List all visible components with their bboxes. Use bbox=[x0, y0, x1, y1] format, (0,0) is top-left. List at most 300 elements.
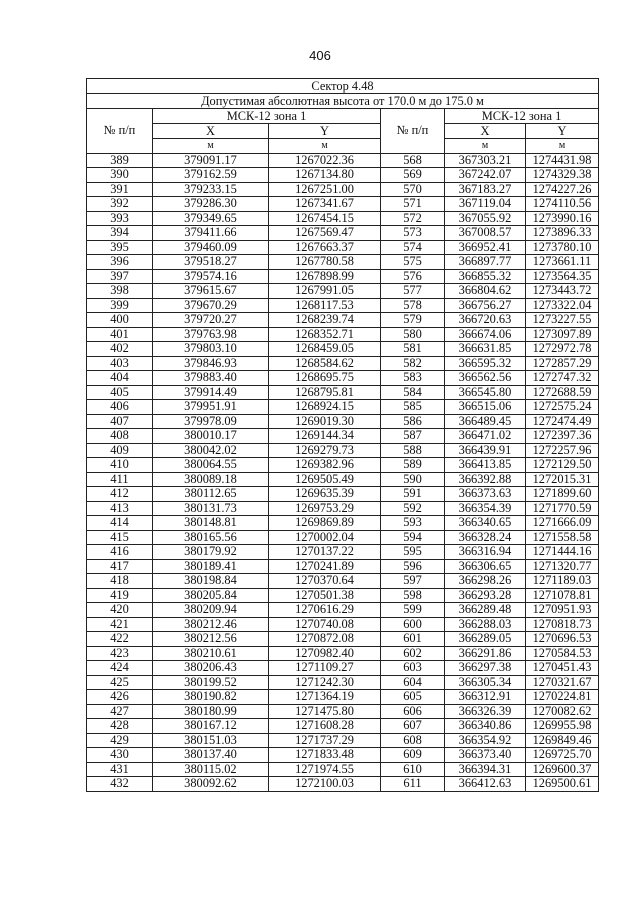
point-number: 412 bbox=[87, 487, 153, 502]
x-coordinate: 379518.27 bbox=[153, 255, 269, 270]
point-number: 389 bbox=[87, 153, 153, 168]
x-coordinate: 379763.98 bbox=[153, 327, 269, 342]
y-coordinate: 1271833.48 bbox=[269, 748, 381, 763]
point-number: 393 bbox=[87, 211, 153, 226]
x-coordinate: 367303.21 bbox=[445, 153, 526, 168]
x-coordinate: 380190.82 bbox=[153, 690, 269, 705]
num-header-left: № п/п bbox=[87, 109, 153, 154]
x-coordinate: 366394.31 bbox=[445, 762, 526, 777]
point-number: 417 bbox=[87, 559, 153, 574]
y-coordinate: 1270584.53 bbox=[526, 646, 599, 661]
x-coordinate: 366489.45 bbox=[445, 414, 526, 429]
y-coordinate: 1268352.71 bbox=[269, 327, 381, 342]
table-row bbox=[87, 588, 599, 603]
y-coordinate: 1270082.62 bbox=[526, 704, 599, 719]
point-number: 421 bbox=[87, 617, 153, 632]
point-number: 593 bbox=[381, 516, 445, 531]
table-row bbox=[87, 269, 599, 284]
point-number: 403 bbox=[87, 356, 153, 371]
x-coordinate: 380137.40 bbox=[153, 748, 269, 763]
table-row bbox=[87, 429, 599, 444]
table-row bbox=[87, 153, 599, 168]
point-number: 396 bbox=[87, 255, 153, 270]
y-coordinate: 1271770.59 bbox=[526, 501, 599, 516]
point-number: 411 bbox=[87, 472, 153, 487]
y-coordinate: 1268695.75 bbox=[269, 371, 381, 386]
point-number: 425 bbox=[87, 675, 153, 690]
y-coordinate: 1269382.96 bbox=[269, 458, 381, 473]
y-coordinate: 1268924.15 bbox=[269, 400, 381, 415]
x-coordinate: 380179.92 bbox=[153, 545, 269, 560]
x-coordinate: 366316.94 bbox=[445, 545, 526, 560]
y-coordinate: 1269600.37 bbox=[526, 762, 599, 777]
x-coordinate: 379951.91 bbox=[153, 400, 269, 415]
point-number: 604 bbox=[381, 675, 445, 690]
x-coordinate: 380010.17 bbox=[153, 429, 269, 444]
y-coordinate: 1270616.29 bbox=[269, 603, 381, 618]
point-number: 610 bbox=[381, 762, 445, 777]
x-coordinate: 366326.39 bbox=[445, 704, 526, 719]
table-row bbox=[87, 342, 599, 357]
point-number: 402 bbox=[87, 342, 153, 357]
y-coordinate: 1267454.15 bbox=[269, 211, 381, 226]
point-number: 580 bbox=[381, 327, 445, 342]
point-number: 422 bbox=[87, 632, 153, 647]
point-number: 401 bbox=[87, 327, 153, 342]
y-coordinate: 1270740.08 bbox=[269, 617, 381, 632]
point-number: 574 bbox=[381, 240, 445, 255]
x-coordinate: 366413.85 bbox=[445, 458, 526, 473]
y-coordinate: 1267134.80 bbox=[269, 168, 381, 183]
point-number: 590 bbox=[381, 472, 445, 487]
point-number: 600 bbox=[381, 617, 445, 632]
x-coordinate: 366291.86 bbox=[445, 646, 526, 661]
point-number: 429 bbox=[87, 733, 153, 748]
y-coordinate: 1272015.31 bbox=[526, 472, 599, 487]
point-number: 572 bbox=[381, 211, 445, 226]
point-number: 585 bbox=[381, 400, 445, 415]
y-coordinate: 1269849.46 bbox=[526, 733, 599, 748]
x-coordinate: 366312.91 bbox=[445, 690, 526, 705]
point-number: 430 bbox=[87, 748, 153, 763]
table-row bbox=[87, 197, 599, 212]
point-number: 406 bbox=[87, 400, 153, 415]
y-coordinate: 1273097.89 bbox=[526, 327, 599, 342]
y-coordinate: 1269500.61 bbox=[526, 777, 599, 792]
x-coordinate: 379286.30 bbox=[153, 197, 269, 212]
x-coordinate: 366293.28 bbox=[445, 588, 526, 603]
y-coordinate: 1269144.34 bbox=[269, 429, 381, 444]
y-coordinate: 1273780.10 bbox=[526, 240, 599, 255]
point-number: 409 bbox=[87, 443, 153, 458]
point-number: 586 bbox=[381, 414, 445, 429]
point-number: 583 bbox=[381, 371, 445, 386]
zone-header-left: МСК-12 зона 1 bbox=[153, 109, 381, 124]
x-coordinate: 366595.32 bbox=[445, 356, 526, 371]
point-number: 413 bbox=[87, 501, 153, 516]
table-row bbox=[87, 327, 599, 342]
y-coordinate: 1267780.58 bbox=[269, 255, 381, 270]
y-coordinate: 1268584.62 bbox=[269, 356, 381, 371]
y-coordinate: 1273322.04 bbox=[526, 298, 599, 313]
unit-y-right: м bbox=[526, 139, 599, 154]
y-coordinate: 1271558.58 bbox=[526, 530, 599, 545]
point-number: 601 bbox=[381, 632, 445, 647]
y-coordinate: 1273443.72 bbox=[526, 284, 599, 299]
table-row bbox=[87, 675, 599, 690]
table-row bbox=[87, 661, 599, 676]
table-row bbox=[87, 284, 599, 299]
point-number: 603 bbox=[381, 661, 445, 676]
x-coordinate: 366340.86 bbox=[445, 719, 526, 734]
y-coordinate: 1271444.16 bbox=[526, 545, 599, 560]
y-coordinate: 1270951.93 bbox=[526, 603, 599, 618]
point-number: 579 bbox=[381, 313, 445, 328]
point-number: 608 bbox=[381, 733, 445, 748]
x-coordinate: 366305.34 bbox=[445, 675, 526, 690]
table-row bbox=[87, 719, 599, 734]
x-coordinate: 366289.48 bbox=[445, 603, 526, 618]
y-coordinate: 1273896.33 bbox=[526, 226, 599, 241]
point-number: 581 bbox=[381, 342, 445, 357]
y-coordinate: 1267898.99 bbox=[269, 269, 381, 284]
table-row bbox=[87, 516, 599, 531]
y-coordinate: 1271320.77 bbox=[526, 559, 599, 574]
point-number: 431 bbox=[87, 762, 153, 777]
x-coordinate: 380092.62 bbox=[153, 777, 269, 792]
point-number: 576 bbox=[381, 269, 445, 284]
point-number: 573 bbox=[381, 226, 445, 241]
point-number: 570 bbox=[381, 182, 445, 197]
x-coordinate: 366897.77 bbox=[445, 255, 526, 270]
x-coordinate: 366354.92 bbox=[445, 733, 526, 748]
point-number: 598 bbox=[381, 588, 445, 603]
point-number: 416 bbox=[87, 545, 153, 560]
y-coordinate: 1267341.67 bbox=[269, 197, 381, 212]
y-coordinate: 1272972.78 bbox=[526, 342, 599, 357]
y-coordinate: 1270321.67 bbox=[526, 675, 599, 690]
x-coordinate: 366674.06 bbox=[445, 327, 526, 342]
y-coordinate: 1270224.81 bbox=[526, 690, 599, 705]
y-coordinate: 1270241.89 bbox=[269, 559, 381, 574]
y-coordinate: 1271737.29 bbox=[269, 733, 381, 748]
table-row bbox=[87, 617, 599, 632]
x-coordinate: 379460.09 bbox=[153, 240, 269, 255]
point-number: 400 bbox=[87, 313, 153, 328]
x-header-left: X bbox=[153, 124, 269, 139]
table-row bbox=[87, 603, 599, 618]
table-row bbox=[87, 530, 599, 545]
point-number: 408 bbox=[87, 429, 153, 444]
table-row bbox=[87, 487, 599, 502]
point-number: 404 bbox=[87, 371, 153, 386]
table-row bbox=[87, 646, 599, 661]
y-header-right: Y bbox=[526, 124, 599, 139]
table-row bbox=[87, 574, 599, 589]
y-coordinate: 1269019.30 bbox=[269, 414, 381, 429]
x-coordinate: 367008.57 bbox=[445, 226, 526, 241]
x-coordinate: 366720.63 bbox=[445, 313, 526, 328]
point-number: 595 bbox=[381, 545, 445, 560]
x-coordinate: 380167.12 bbox=[153, 719, 269, 734]
y-coordinate: 1271899.60 bbox=[526, 487, 599, 502]
table-row bbox=[87, 226, 599, 241]
x-coordinate: 380064.55 bbox=[153, 458, 269, 473]
point-number: 399 bbox=[87, 298, 153, 313]
x-coordinate: 380206.43 bbox=[153, 661, 269, 676]
x-coordinate: 380189.41 bbox=[153, 559, 269, 574]
table-row bbox=[87, 545, 599, 560]
point-number: 597 bbox=[381, 574, 445, 589]
x-coordinate: 379914.49 bbox=[153, 385, 269, 400]
point-number: 588 bbox=[381, 443, 445, 458]
y-coordinate: 1274110.56 bbox=[526, 197, 599, 212]
table-row bbox=[87, 472, 599, 487]
y-coordinate: 1272397.36 bbox=[526, 429, 599, 444]
point-number: 419 bbox=[87, 588, 153, 603]
y-coordinate: 1272100.03 bbox=[269, 777, 381, 792]
point-number: 427 bbox=[87, 704, 153, 719]
x-coordinate: 366340.65 bbox=[445, 516, 526, 531]
point-number: 397 bbox=[87, 269, 153, 284]
y-coordinate: 1271974.55 bbox=[269, 762, 381, 777]
point-number: 607 bbox=[381, 719, 445, 734]
point-number: 609 bbox=[381, 748, 445, 763]
x-coordinate: 379615.67 bbox=[153, 284, 269, 299]
x-coordinate: 380199.52 bbox=[153, 675, 269, 690]
x-coordinate: 380210.61 bbox=[153, 646, 269, 661]
table-row bbox=[87, 443, 599, 458]
table-row bbox=[87, 182, 599, 197]
y-coordinate: 1274329.38 bbox=[526, 168, 599, 183]
point-number: 578 bbox=[381, 298, 445, 313]
y-coordinate: 1267663.37 bbox=[269, 240, 381, 255]
table-row bbox=[87, 168, 599, 183]
y-coordinate: 1271109.27 bbox=[269, 661, 381, 676]
point-number: 407 bbox=[87, 414, 153, 429]
point-number: 582 bbox=[381, 356, 445, 371]
y-coordinate: 1272575.24 bbox=[526, 400, 599, 415]
y-coordinate: 1267251.00 bbox=[269, 182, 381, 197]
table-row bbox=[87, 414, 599, 429]
x-coordinate: 367119.04 bbox=[445, 197, 526, 212]
y-coordinate: 1273227.55 bbox=[526, 313, 599, 328]
x-coordinate: 366471.02 bbox=[445, 429, 526, 444]
y-coordinate: 1270370.64 bbox=[269, 574, 381, 589]
point-number: 606 bbox=[381, 704, 445, 719]
point-number: 428 bbox=[87, 719, 153, 734]
point-number: 594 bbox=[381, 530, 445, 545]
point-number: 589 bbox=[381, 458, 445, 473]
point-number: 395 bbox=[87, 240, 153, 255]
x-coordinate: 380212.46 bbox=[153, 617, 269, 632]
x-coordinate: 379883.40 bbox=[153, 371, 269, 386]
x-coordinate: 366855.32 bbox=[445, 269, 526, 284]
unit-y-left: м bbox=[269, 139, 381, 154]
unit-x-left: м bbox=[153, 139, 269, 154]
y-coordinate: 1269279.73 bbox=[269, 443, 381, 458]
point-number: 592 bbox=[381, 501, 445, 516]
point-number: 392 bbox=[87, 197, 153, 212]
x-coordinate: 366373.63 bbox=[445, 487, 526, 502]
x-coordinate: 366354.39 bbox=[445, 501, 526, 516]
table-row bbox=[87, 211, 599, 226]
y-coordinate: 1271189.03 bbox=[526, 574, 599, 589]
point-number: 394 bbox=[87, 226, 153, 241]
y-coordinate: 1270137.22 bbox=[269, 545, 381, 560]
x-coordinate: 366328.24 bbox=[445, 530, 526, 545]
table-row bbox=[87, 501, 599, 516]
y-coordinate: 1270501.38 bbox=[269, 588, 381, 603]
y-coordinate: 1271608.28 bbox=[269, 719, 381, 734]
point-number: 424 bbox=[87, 661, 153, 676]
table-row bbox=[87, 762, 599, 777]
point-number: 426 bbox=[87, 690, 153, 705]
y-coordinate: 1269725.70 bbox=[526, 748, 599, 763]
point-number: 611 bbox=[381, 777, 445, 792]
x-coordinate: 380112.65 bbox=[153, 487, 269, 502]
y-coordinate: 1268239.74 bbox=[269, 313, 381, 328]
point-number: 405 bbox=[87, 385, 153, 400]
x-coordinate: 366289.05 bbox=[445, 632, 526, 647]
table-row bbox=[87, 704, 599, 719]
num-header-right: № п/п bbox=[381, 109, 445, 154]
y-coordinate: 1269753.29 bbox=[269, 501, 381, 516]
y-coordinate: 1268117.53 bbox=[269, 298, 381, 313]
point-number: 605 bbox=[381, 690, 445, 705]
point-number: 602 bbox=[381, 646, 445, 661]
x-header-right: X bbox=[445, 124, 526, 139]
y-coordinate: 1269869.89 bbox=[269, 516, 381, 531]
point-number: 432 bbox=[87, 777, 153, 792]
point-number: 569 bbox=[381, 168, 445, 183]
table-row bbox=[87, 385, 599, 400]
point-number: 420 bbox=[87, 603, 153, 618]
y-coordinate: 1269955.98 bbox=[526, 719, 599, 734]
x-coordinate: 379720.27 bbox=[153, 313, 269, 328]
point-number: 587 bbox=[381, 429, 445, 444]
y-coordinate: 1271242.30 bbox=[269, 675, 381, 690]
x-coordinate: 366804.62 bbox=[445, 284, 526, 299]
table-row bbox=[87, 777, 599, 792]
x-coordinate: 380165.56 bbox=[153, 530, 269, 545]
x-coordinate: 380205.84 bbox=[153, 588, 269, 603]
y-coordinate: 1273661.11 bbox=[526, 255, 599, 270]
point-number: 390 bbox=[87, 168, 153, 183]
y-coordinate: 1270982.40 bbox=[269, 646, 381, 661]
y-coordinate: 1267022.36 bbox=[269, 153, 381, 168]
unit-x-right: м bbox=[445, 139, 526, 154]
x-coordinate: 379091.17 bbox=[153, 153, 269, 168]
altitude-range: Допустимая абсолютная высота от 170.0 м до 175.0 м bbox=[87, 94, 599, 109]
y-header-left: Y bbox=[269, 124, 381, 139]
point-number: 568 bbox=[381, 153, 445, 168]
x-coordinate: 366439.91 bbox=[445, 443, 526, 458]
table-row bbox=[87, 255, 599, 270]
table-row bbox=[87, 458, 599, 473]
table-row bbox=[87, 371, 599, 386]
y-coordinate: 1270451.43 bbox=[526, 661, 599, 676]
table-row bbox=[87, 400, 599, 415]
x-coordinate: 379670.29 bbox=[153, 298, 269, 313]
x-coordinate: 379162.59 bbox=[153, 168, 269, 183]
y-coordinate: 1271666.09 bbox=[526, 516, 599, 531]
y-coordinate: 1267569.47 bbox=[269, 226, 381, 241]
x-coordinate: 366297.38 bbox=[445, 661, 526, 676]
y-coordinate: 1269505.49 bbox=[269, 472, 381, 487]
x-coordinate: 366545.80 bbox=[445, 385, 526, 400]
point-number: 418 bbox=[87, 574, 153, 589]
y-coordinate: 1273564.35 bbox=[526, 269, 599, 284]
x-coordinate: 379349.65 bbox=[153, 211, 269, 226]
y-coordinate: 1274227.26 bbox=[526, 182, 599, 197]
y-coordinate: 1271078.81 bbox=[526, 588, 599, 603]
sector-title: Сектор 4.48 bbox=[87, 79, 599, 94]
table-row bbox=[87, 748, 599, 763]
x-coordinate: 366392.88 bbox=[445, 472, 526, 487]
x-coordinate: 366306.65 bbox=[445, 559, 526, 574]
point-number: 414 bbox=[87, 516, 153, 531]
table-row bbox=[87, 298, 599, 313]
x-coordinate: 379978.09 bbox=[153, 414, 269, 429]
x-coordinate: 366412.63 bbox=[445, 777, 526, 792]
point-number: 596 bbox=[381, 559, 445, 574]
x-coordinate: 366952.41 bbox=[445, 240, 526, 255]
table-row bbox=[87, 240, 599, 255]
x-coordinate: 379411.66 bbox=[153, 226, 269, 241]
x-coordinate: 366631.85 bbox=[445, 342, 526, 357]
point-number: 584 bbox=[381, 385, 445, 400]
x-coordinate: 366298.26 bbox=[445, 574, 526, 589]
x-coordinate: 380180.99 bbox=[153, 704, 269, 719]
x-coordinate: 380089.18 bbox=[153, 472, 269, 487]
y-coordinate: 1268459.05 bbox=[269, 342, 381, 357]
point-number: 591 bbox=[381, 487, 445, 502]
x-coordinate: 380148.81 bbox=[153, 516, 269, 531]
point-number: 423 bbox=[87, 646, 153, 661]
x-coordinate: 380209.94 bbox=[153, 603, 269, 618]
table-row bbox=[87, 733, 599, 748]
y-coordinate: 1272129.50 bbox=[526, 458, 599, 473]
y-coordinate: 1272747.32 bbox=[526, 371, 599, 386]
x-coordinate: 380131.73 bbox=[153, 501, 269, 516]
point-number: 410 bbox=[87, 458, 153, 473]
x-coordinate: 367183.27 bbox=[445, 182, 526, 197]
point-number: 577 bbox=[381, 284, 445, 299]
y-coordinate: 1267991.05 bbox=[269, 284, 381, 299]
x-coordinate: 367242.07 bbox=[445, 168, 526, 183]
point-number: 575 bbox=[381, 255, 445, 270]
x-coordinate: 366373.40 bbox=[445, 748, 526, 763]
y-coordinate: 1269635.39 bbox=[269, 487, 381, 502]
x-coordinate: 366562.56 bbox=[445, 371, 526, 386]
y-coordinate: 1270872.08 bbox=[269, 632, 381, 647]
point-number: 571 bbox=[381, 197, 445, 212]
point-number: 391 bbox=[87, 182, 153, 197]
x-coordinate: 380115.02 bbox=[153, 762, 269, 777]
table-row bbox=[87, 559, 599, 574]
y-coordinate: 1271364.19 bbox=[269, 690, 381, 705]
y-coordinate: 1270818.73 bbox=[526, 617, 599, 632]
y-coordinate: 1268795.81 bbox=[269, 385, 381, 400]
x-coordinate: 380042.02 bbox=[153, 443, 269, 458]
table-row bbox=[87, 356, 599, 371]
point-number: 398 bbox=[87, 284, 153, 299]
table-row bbox=[87, 690, 599, 705]
point-number: 599 bbox=[381, 603, 445, 618]
table-row bbox=[87, 313, 599, 328]
x-coordinate: 379574.16 bbox=[153, 269, 269, 284]
